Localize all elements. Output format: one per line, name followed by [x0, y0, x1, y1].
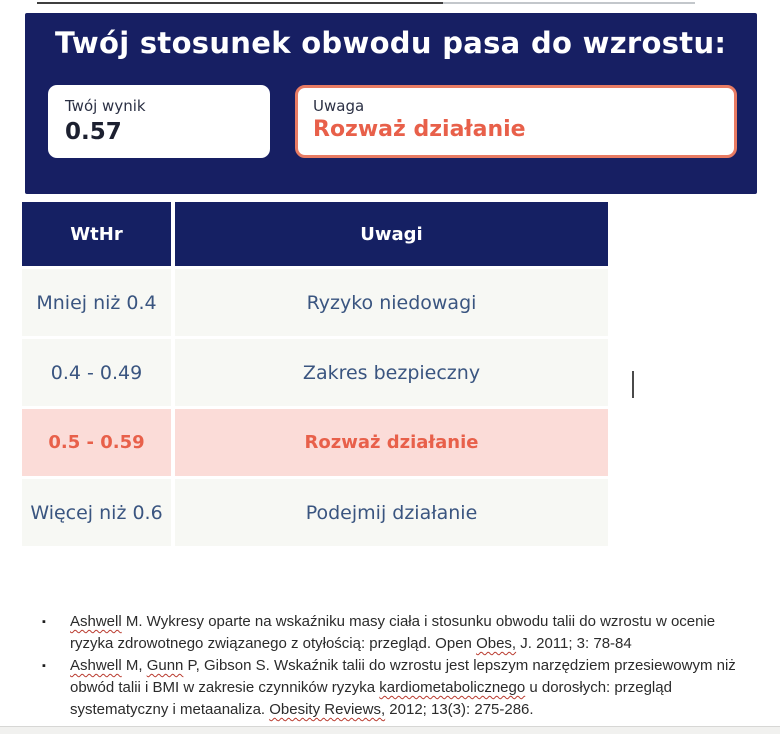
reference-item[interactable] [40, 611, 742, 655]
table-cell-note: Rozważ działanie [175, 409, 608, 476]
table-cell-note: Podejmij działanie [175, 479, 608, 546]
reference-text-segment: Ashwell [70, 613, 122, 630]
table-cell-note: Ryzyko niedowagi [175, 269, 608, 336]
wthr-reference-table [22, 202, 608, 549]
table-cell-note: Zakres bezpieczny [175, 339, 608, 406]
table-header-wthr: WtHr [22, 202, 171, 266]
table-row [22, 479, 608, 546]
text-cursor[interactable] [632, 371, 634, 398]
score-card-value: 0.57 [65, 119, 122, 145]
result-panel [25, 13, 757, 194]
note-card [295, 85, 737, 158]
reference-text-segment: J. 2011; 3: 78-84 [516, 635, 632, 652]
table-header-row [22, 202, 608, 266]
score-card [48, 85, 270, 158]
window-bottom-edge [0, 726, 780, 734]
reference-text-segment: M. Wykresy oparte na wskaźniku masy ciała i stosunku obwodu talii do wzrostu w ocenie ryzyka zdrowotnego związanego z otyłością: przegląd. Open [70, 613, 716, 652]
reference-text-segment: 2012; 13(3): 275-286. [385, 701, 534, 718]
table-cell-wthr: 0.4 - 0.49 [22, 339, 171, 406]
table-row-highlighted [22, 409, 608, 476]
table-cell-wthr: Mniej niż 0.4 [22, 269, 171, 336]
table-cell-wthr: Więcej niż 0.6 [22, 479, 171, 546]
note-card-label: Uwaga [313, 97, 365, 115]
reference-text-segment: u dorosłych: przegląd systematyczny i metaanaliza. [70, 679, 672, 718]
page-title: Twój stosunek obwodu pasa do wzrostu: [55, 26, 727, 60]
note-card-value: Rozważ działanie [313, 117, 526, 142]
result-cards [48, 85, 737, 158]
reference-text-segment: Gunn [146, 657, 184, 674]
reference-text-segment: kardiometabolicznego [379, 679, 526, 696]
table-row [22, 269, 608, 336]
reference-text-segment: Obesity Reviews, [269, 701, 386, 718]
reference-text-segment: M, [121, 657, 147, 674]
table-row [22, 339, 608, 406]
reference-text-segment: Obes, [476, 635, 517, 652]
reference-text-segment: P, Gibson S. Wskaźnik talii do wzrostu jest lepszym narzędziem przesiewowym niż obwód talii i BMI w zakresie czynników ryzyka [70, 657, 736, 696]
reference-item[interactable] [40, 655, 742, 721]
references-list [40, 611, 742, 721]
score-card-label: Twój wynik [65, 97, 146, 115]
reference-text-segment: Ashwell [70, 657, 122, 674]
table-header-uwagi: Uwagi [175, 202, 608, 266]
cropped-content-edge-light [443, 2, 695, 4]
table-cell-wthr: 0.5 - 0.59 [22, 409, 171, 476]
cropped-content-edge-dark [37, 2, 443, 4]
